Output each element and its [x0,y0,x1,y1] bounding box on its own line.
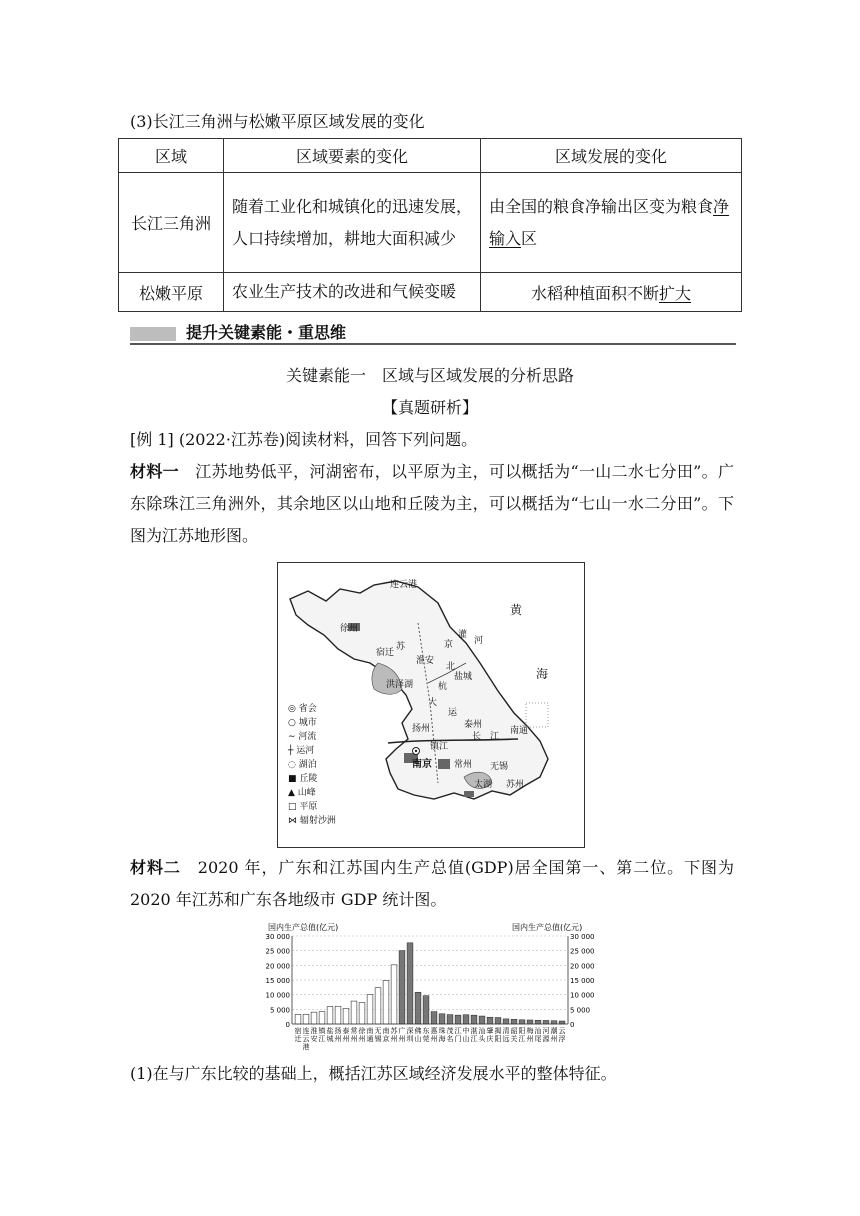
bar-guangdong [535,1020,541,1024]
x-tick-label: 湛 [470,1027,478,1035]
map-label: 宿迁 [376,648,395,658]
x-tick-label: 迁 [294,1035,302,1043]
x-tick-label: 惠 [430,1027,438,1035]
bar-jiangsu [295,1014,301,1024]
table-cell-region: 松嫩平原 [119,273,224,312]
material-one: 材料一 江苏地势低平，河湖密布，以平原为主，可以概括为“一山二水七分田”。广东除珠江三角洲外，其余地区以山地和丘陵为主，可以概括为“七山一水二分田”。下图为江苏地形图。 [130,462,734,545]
map-label: 大 [428,698,438,708]
table-header-development: 区域发展的变化 [481,139,742,173]
x-tick-label: 徐 [358,1027,366,1035]
y-tick-label-left: 5 000 [269,1006,290,1015]
x-tick-label: 宿 [294,1027,302,1035]
table-header-elements: 区域要素的变化 [224,139,481,173]
x-tick-label: 州 [398,1035,406,1043]
x-tick-label: 连 [302,1027,310,1035]
y-tick-label-left: 20 000 [265,962,290,971]
y-tick-label-right: 0 [570,1021,575,1029]
y-tick-label-right: 5 000 [570,1006,591,1015]
y-tick-label-right: 20 000 [570,962,595,971]
x-tick-label: 淮 [310,1027,318,1035]
x-tick-label: 江 [470,1035,478,1043]
question-one: (1)在与广东比较的基础上，概括江苏区域经济发展水平的整体特征。 [130,1064,617,1083]
legend-hill: ■ 丘陵 [288,774,318,784]
bar-guangdong [559,1021,565,1024]
x-tick-label: 珠 [438,1027,446,1035]
gdp-chart [258,916,604,1062]
map-label: 扬州 [412,724,431,734]
map-label: 运 [448,708,458,718]
bar-jiangsu [359,1003,365,1024]
bar-jiangsu [319,1012,325,1024]
y-tick-label-right: 10 000 [570,991,595,1000]
map-label: 京 [444,640,454,650]
bar-guangdong [399,951,405,1024]
x-tick-label: 韶 [510,1027,518,1035]
x-tick-label: 阳 [518,1027,526,1035]
x-tick-label: 盐 [326,1027,334,1035]
bar-guangdong [543,1020,549,1024]
bar-jiangsu [351,1001,357,1024]
x-tick-label: 海 [438,1035,446,1043]
bar-guangdong [479,1016,485,1024]
table-cell-development: 水稻种植面积不断扩大 [481,273,742,312]
map-label: 无锡 [490,762,509,772]
x-tick-label: 苏 [390,1027,398,1035]
x-tick-label: 汕 [534,1027,542,1035]
table-cell-development: 由全国的粮食净输出区变为粮食净输入区 [481,173,742,273]
bar-guangdong [431,1012,437,1024]
subtitle: 关键素能一 区域与区域发展的分析思路 [285,366,574,385]
section-bar [130,324,736,344]
bracket-title: 【真题研析】 [381,398,478,417]
map-label: 镇江 [430,742,449,752]
legend-canal: ┼ 运河 [288,746,315,756]
bar-jiangsu [391,965,397,1024]
map-label: 徐州 [340,624,359,634]
map-label: 泰州 [464,720,483,730]
x-tick-label: 中 [462,1027,470,1035]
x-tick-label: 清 [502,1027,510,1035]
table-cell-region: 长江三角洲 [119,173,224,273]
x-tick-label: 河 [542,1027,550,1035]
x-tick-label: 门 [454,1035,462,1043]
x-tick-label: 尾 [534,1035,542,1043]
x-tick-label: 州 [358,1035,366,1043]
bar-guangdong [471,1015,477,1024]
bar-jiangsu [383,981,389,1024]
map-label: 江 [490,732,500,742]
bar-guangdong [415,992,421,1024]
x-tick-label: 肇 [486,1027,494,1035]
section-title: 提升关键素能・重思维 [186,323,347,342]
bar-guangdong [463,1015,469,1024]
map-label: 杭 [438,682,448,692]
map-label: 北 [446,662,456,672]
bar-guangdong [527,1020,533,1024]
x-tick-label: 名 [446,1035,454,1043]
section-heading: (3)长江三角洲与松嫩平原区域发展的变化 [130,112,425,131]
bar-jiangsu [335,1006,341,1024]
bar-guangdong [439,1014,445,1024]
x-tick-label: 梅 [526,1027,534,1035]
legend-sand-ridge: ⋈ 辐射沙洲 [288,816,336,826]
underlined-answer: 扩大 [659,283,692,303]
map-label: 常州 [454,760,473,770]
map-label: 连云港 [390,580,418,590]
bar-guangdong [503,1019,509,1024]
section-divider [130,343,736,345]
map-label: 黄 [510,603,523,617]
legend-city: ○ 城市 [288,718,317,728]
map-label: 河 [474,636,484,646]
bar-jiangsu [367,995,373,1024]
bar-guangdong [519,1020,525,1024]
x-tick-label: 泰 [342,1027,350,1035]
x-tick-label: 锡 [374,1035,382,1043]
map-label: 淮安 [416,656,435,666]
bar-jiangsu [327,1007,333,1024]
x-tick-label: 远 [502,1035,510,1043]
y-axis-label-right: 国内生产总值(亿元) [512,923,583,932]
x-tick-label: 南 [382,1027,390,1035]
map-label: 盐城 [454,672,473,682]
example-line: [例 1] (2022·江苏卷)阅读材料，回答下列问题。 [130,430,478,449]
x-tick-label: 庆 [486,1035,494,1043]
x-tick-label: 江 [518,1035,526,1043]
x-tick-label: 山 [462,1035,470,1043]
map-label: 海 [536,667,549,681]
material-two: 材料二 2020 年，广东和江苏国内生产总值(GDP)居全国第一、第二位。下图为 2020 年江苏和广东各地级市 GDP 统计图。 [130,858,734,909]
bar-guangdong [407,943,413,1024]
x-tick-label: 州 [390,1035,398,1043]
x-tick-label: 京 [382,1035,390,1043]
table-cell-elements: 农业生产技术的改进和气候变暖 [224,273,481,312]
x-tick-label: 州 [350,1035,358,1043]
y-tick-label-right: 25 000 [570,947,595,956]
map-label: 长 [472,732,482,742]
legend-river: ∼ 河流 [288,732,317,742]
x-tick-label: 浮 [558,1035,566,1043]
x-tick-label: 深 [406,1027,414,1035]
y-tick-label-left: 15 000 [265,977,290,985]
bar-jiangsu [375,988,381,1024]
bar-guangdong [495,1018,501,1024]
x-tick-label: 州 [342,1035,350,1043]
bar-guangdong [551,1021,557,1024]
x-tick-label: 镇 [318,1027,326,1035]
bar-jiangsu [343,1008,349,1024]
map-label: 南通 [510,726,529,736]
table-header-region: 区域 [119,139,224,173]
x-tick-label: 阳 [494,1035,502,1043]
x-tick-label: 安 [310,1035,318,1043]
map-label: 苏州 [506,780,525,790]
jiangsu-terrain-map [277,562,585,848]
map-label: 太湖 [474,780,493,790]
bar-guangdong [487,1017,493,1024]
x-tick-label: 圳 [406,1035,414,1043]
x-tick-label: 无 [374,1027,382,1035]
x-tick-label: 头 [478,1035,486,1043]
x-tick-label: 关 [510,1035,518,1043]
map-label: 洪泽湖 [386,680,414,690]
bar-jiangsu [311,1012,317,1024]
x-tick-label: 莞 [422,1035,430,1043]
x-tick-label: 扬 [334,1027,342,1035]
section-bar-block [130,327,176,341]
map-label: 灌 [458,630,468,640]
y-tick-label-right: 15 000 [570,977,595,985]
bar-guangdong [423,996,429,1024]
y-axis-label-left: 国内生产总值(亿元) [268,923,339,932]
table-cell-elements: 随着工业化和城镇化的迅速发展，人口持续增加，耕地大面积减少 [224,173,481,273]
bar-jiangsu [303,1014,309,1024]
x-tick-label: 汕 [478,1027,486,1035]
x-tick-label: 常 [350,1027,358,1035]
bar-guangdong [511,1019,517,1024]
x-tick-label: 云 [302,1035,310,1043]
legend-peak: ▲ 山峰 [288,788,316,798]
bar-guangdong [455,1015,461,1024]
x-tick-label: 佛 [414,1027,422,1035]
y-tick-label-left: 30 000 [265,933,290,941]
y-tick-label-left: 25 000 [265,947,290,956]
x-tick-label: 源 [542,1035,550,1043]
y-tick-label-left: 10 000 [265,991,290,1000]
bar-guangdong [447,1015,453,1024]
x-tick-label: 江 [318,1035,326,1043]
legend-capital: ◎ 省会 [288,704,317,714]
x-tick-label: 山 [414,1035,422,1043]
comparison-table [118,138,742,312]
y-tick-label-right: 30 000 [570,933,595,941]
x-tick-label: 揭 [494,1027,502,1035]
map-label: 苏 [396,642,406,652]
legend-plain: □ 平原 [288,802,318,812]
x-tick-label: 云 [558,1027,566,1035]
y-tick-label-left: 0 [285,1021,290,1029]
underlined-answer: 净输入 [489,196,730,248]
x-tick-label: 州 [550,1035,558,1043]
x-tick-label: 港 [302,1043,310,1051]
x-tick-label: 潮 [550,1027,558,1035]
x-tick-label: 茂 [446,1027,454,1035]
x-tick-label: 南 [366,1027,374,1035]
x-tick-label: 通 [366,1035,374,1043]
map-label-capital: 南京 [412,759,432,770]
x-tick-label: 城 [326,1035,334,1043]
x-tick-label: 江 [454,1027,462,1035]
x-tick-label: 广 [398,1027,406,1035]
legend-lake: ◌ 湖泊 [288,760,317,770]
x-tick-label: 东 [422,1027,430,1035]
x-tick-label: 州 [334,1035,342,1043]
x-tick-label: 州 [430,1035,438,1043]
x-tick-label: 州 [526,1035,534,1043]
